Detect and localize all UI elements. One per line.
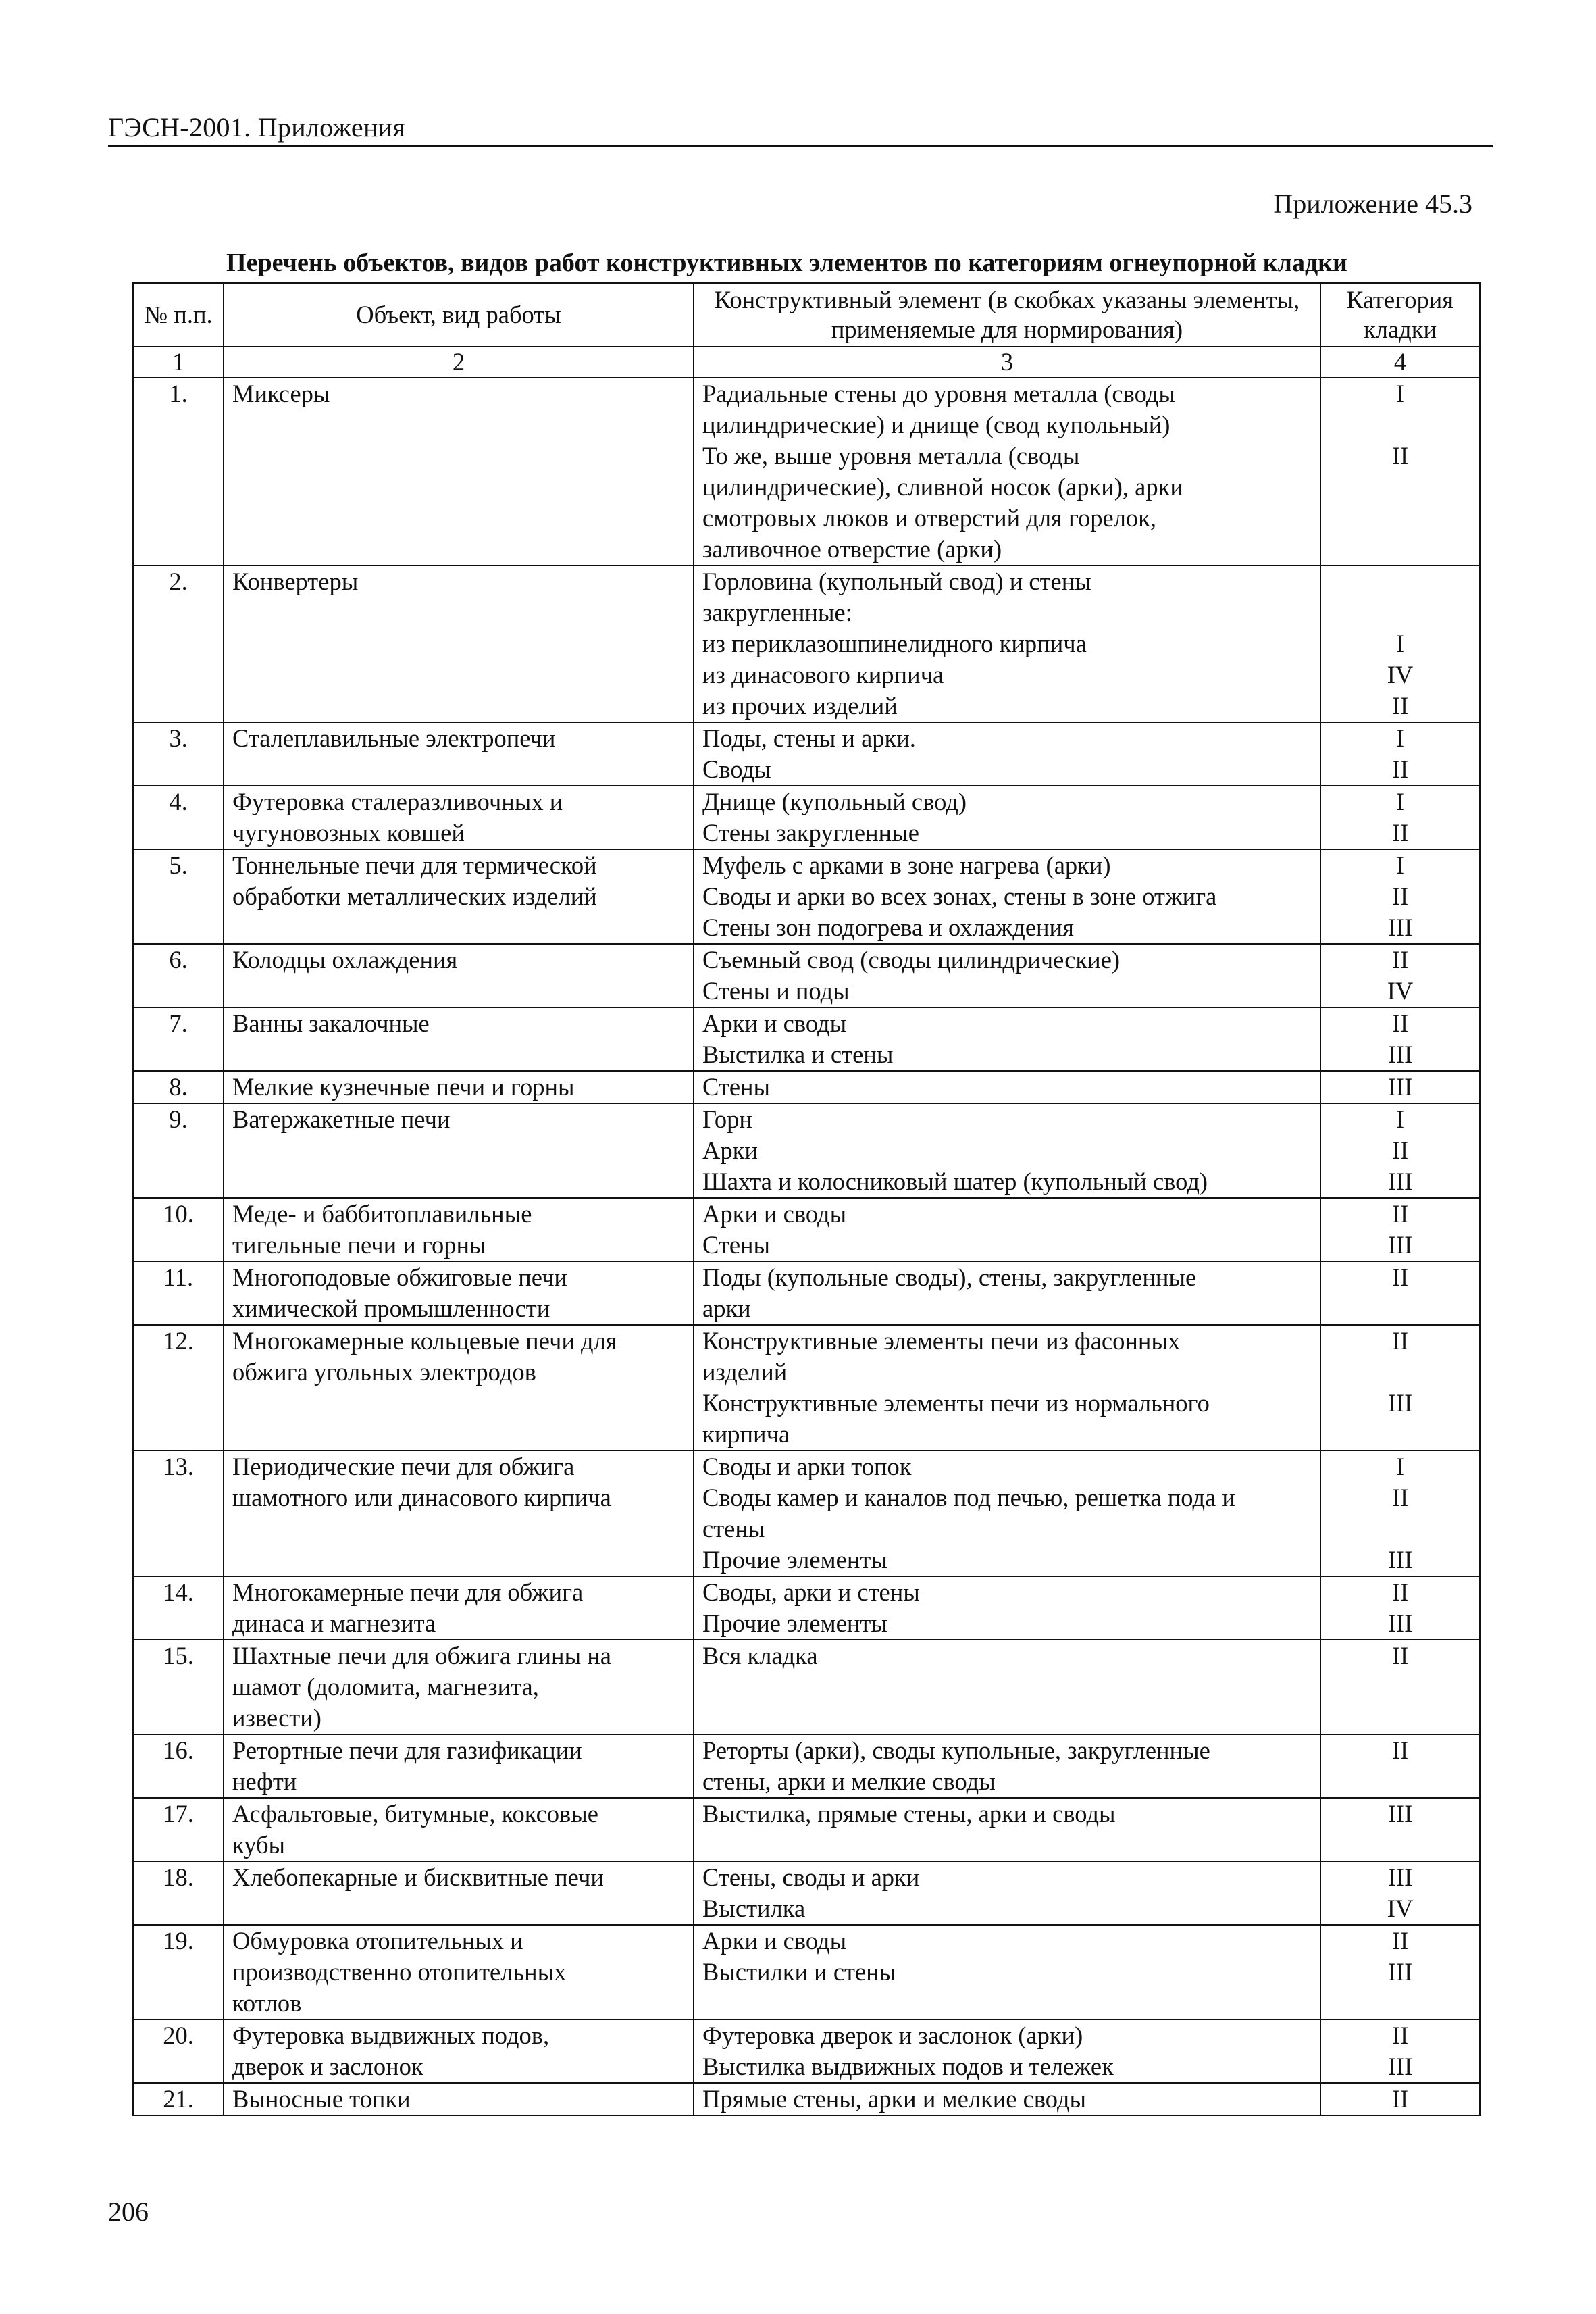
object-cell <box>224 849 694 944</box>
element-cell <box>694 1798 1320 1861</box>
table-row <box>133 722 1480 786</box>
category-value: II <box>1391 1484 1409 1511</box>
object-line: Многоподовые обжиговые печи <box>232 1263 567 1291</box>
category-value: II <box>1391 946 1409 974</box>
element-cell <box>694 378 1320 565</box>
object-line: производственно отопительных <box>232 1958 567 1986</box>
element-line: Своды и арки топок <box>702 1453 912 1480</box>
category-value: III <box>1387 1167 1413 1195</box>
element-cell <box>694 1861 1320 1925</box>
element-line: Выстилка, прямые стены, арки и своды <box>702 1800 1116 1828</box>
table-row <box>133 1734 1480 1798</box>
element-cell <box>694 1103 1320 1198</box>
element-line: Арки и своды <box>702 1200 847 1228</box>
table-row <box>133 1071 1480 1103</box>
element-line: Поды (купольные своды), стены, закругленные <box>702 1263 1197 1291</box>
category-cell <box>1320 1576 1480 1640</box>
col-header-object: Объект, вид работы <box>224 283 694 347</box>
object-cell <box>224 944 694 1007</box>
element-line: Муфель с арками в зоне нагрева (арки) <box>702 851 1111 879</box>
object-line: обжига угольных электродов <box>232 1358 536 1386</box>
element-line: Конструктивные элементы печи из нормального <box>702 1389 1210 1417</box>
object-line: Конвертеры <box>232 568 359 595</box>
element-line: из прочих изделий <box>702 692 898 720</box>
object-line: Колодцы охлаждения <box>232 946 458 974</box>
element-cell <box>694 1640 1320 1734</box>
category-cell <box>1320 722 1480 786</box>
row-number: 15. <box>133 1640 224 1734</box>
category-cell <box>1320 786 1480 849</box>
object-line: шамотного или динасового кирпича <box>232 1484 611 1511</box>
category-value: IV <box>1387 1894 1414 1922</box>
category-value: II <box>1391 1327 1409 1355</box>
object-cell <box>224 1861 694 1925</box>
row-number: 13. <box>133 1451 224 1576</box>
row-number: 10. <box>133 1198 224 1261</box>
object-cell <box>224 378 694 565</box>
object-cell <box>224 1925 694 2019</box>
table-body <box>133 378 1480 2115</box>
element-line: Выстилка и стены <box>702 1040 894 1068</box>
category-value: II <box>1391 882 1409 910</box>
category-cell <box>1320 1451 1480 1576</box>
category-cell <box>1320 1007 1480 1071</box>
element-line: Своды, арки и стены <box>702 1578 920 1606</box>
table-row <box>133 1798 1480 1861</box>
element-line: Стены, своды и арки <box>702 1863 920 1891</box>
category-value: III <box>1387 1958 1413 1986</box>
object-cell <box>224 1007 694 1071</box>
appendix-label: Приложение 45.3 <box>1273 188 1472 219</box>
category-value: II <box>1391 755 1409 783</box>
element-cell <box>694 944 1320 1007</box>
object-cell <box>224 1071 694 1103</box>
category-value <box>1329 472 1471 503</box>
category-cell <box>1320 2019 1480 2083</box>
object-line: шамот (доломита, магнезита, <box>232 1673 539 1701</box>
category-cell <box>1320 1734 1480 1798</box>
category-value <box>1329 534 1471 565</box>
category-value: II <box>1391 1009 1409 1037</box>
object-cell <box>224 1103 694 1198</box>
element-cell <box>694 2083 1320 2115</box>
category-value <box>1329 1766 1471 1797</box>
object-line: Многокамерные кольцевые печи для <box>232 1327 617 1355</box>
object-cell <box>224 2019 694 2083</box>
object-line: Периодические печи для обжига <box>232 1453 575 1480</box>
category-value: II <box>1391 692 1409 720</box>
element-cell <box>694 1198 1320 1261</box>
element-line: Радиальные стены до уровня металла (своды <box>702 380 1175 407</box>
element-cell <box>694 1325 1320 1451</box>
object-cell <box>224 1261 694 1325</box>
category-cell <box>1320 1198 1480 1261</box>
category-value: III <box>1387 1863 1413 1891</box>
table-title: Перечень объектов, видов работ конструктивных элементов по категориям огнеупорной кладки <box>226 249 1347 277</box>
element-line: Поды, стены и арки. <box>702 724 916 752</box>
table-row <box>133 1861 1480 1925</box>
categories-table <box>132 282 1481 2116</box>
category-value: III <box>1387 1609 1413 1637</box>
table-header-row <box>133 283 1480 347</box>
col-header-element: Конструктивный элемент (в скобках указаны элементы, применяемые для нормирования) <box>694 283 1320 347</box>
row-number: 3. <box>133 722 224 786</box>
object-line: Многокамерные печи для обжига <box>232 1578 584 1606</box>
element-line: Стены закругленные <box>702 819 919 847</box>
category-cell <box>1320 1925 1480 2019</box>
element-line: Прочие элементы <box>702 1609 887 1637</box>
element-line: Выстилки и стены <box>702 1958 896 1986</box>
row-number: 14. <box>133 1576 224 1640</box>
element-cell <box>694 2019 1320 2083</box>
category-value: II <box>1391 1642 1409 1669</box>
element-line: Прочие элементы <box>702 1546 887 1574</box>
object-line: дверок и заслонок <box>232 2053 423 2080</box>
object-line: Ванны закалочные <box>232 1009 430 1037</box>
element-line: кирпича <box>702 1420 790 1448</box>
row-number: 18. <box>133 1861 224 1925</box>
column-number: 4 <box>1320 347 1480 378</box>
element-line: Своды камер и каналов под печью, решетка пода и <box>702 1484 1235 1511</box>
element-line: заливочное отверстие (арки) <box>702 535 1002 563</box>
category-cell <box>1320 1071 1480 1103</box>
element-line: Футеровка дверок и заслонок (арки) <box>702 2021 1083 2049</box>
element-line: Шахта и колосниковый шатер (купольный свод) <box>702 1167 1208 1195</box>
element-cell <box>694 722 1320 786</box>
element-line: Вся кладка <box>702 1642 818 1669</box>
category-value <box>1329 597 1471 628</box>
element-line: Реторты (арки), своды купольные, закругленные <box>702 1736 1210 1764</box>
element-cell <box>694 1071 1320 1103</box>
element-line: цилиндрические) и днище (свод купольный) <box>702 411 1170 438</box>
category-value <box>1329 566 1471 597</box>
category-value: I <box>1395 630 1405 657</box>
category-value: I <box>1395 724 1405 752</box>
object-line: Миксеры <box>232 380 330 407</box>
header-rule <box>108 145 1493 147</box>
row-number: 7. <box>133 1007 224 1071</box>
table-row <box>133 1198 1480 1261</box>
category-value: II <box>1391 1578 1409 1606</box>
category-value: II <box>1391 2021 1409 2049</box>
category-value: III <box>1387 1389 1413 1417</box>
table-row <box>133 2083 1480 2115</box>
category-cell <box>1320 565 1480 722</box>
object-cell <box>224 786 694 849</box>
object-line: Асфальтовые, битумные, коксовые <box>232 1800 598 1828</box>
element-cell <box>694 565 1320 722</box>
category-value: III <box>1387 1040 1413 1068</box>
category-value <box>1329 1419 1471 1450</box>
category-cell <box>1320 1103 1480 1198</box>
row-number: 6. <box>133 944 224 1007</box>
category-value: III <box>1387 1800 1413 1828</box>
category-value: III <box>1387 1546 1413 1574</box>
object-cell <box>224 1576 694 1640</box>
element-line: Конструктивные элементы печи из фасонных <box>702 1327 1181 1355</box>
table-row <box>133 1007 1480 1071</box>
object-cell <box>224 1325 694 1451</box>
object-cell <box>224 722 694 786</box>
category-value: IV <box>1387 977 1414 1005</box>
category-value: II <box>1391 819 1409 847</box>
category-value: IV <box>1387 661 1414 688</box>
category-cell <box>1320 1640 1480 1734</box>
element-line: Выстилка <box>702 1894 806 1922</box>
column-number: 2 <box>224 347 694 378</box>
object-line: Футеровка выдвижных подов, <box>232 2021 550 2049</box>
page-number: 206 <box>108 2196 149 2227</box>
object-cell <box>224 1451 694 1576</box>
row-number: 5. <box>133 849 224 944</box>
category-value: II <box>1391 1136 1409 1164</box>
object-line: Сталеплавильные электропечи <box>232 724 556 752</box>
element-line: смотровых люков и отверстий для горелок, <box>702 504 1157 532</box>
element-line: Стены <box>702 1231 771 1259</box>
row-number: 8. <box>133 1071 224 1103</box>
column-number-row <box>133 347 1480 378</box>
element-line: Своды и арки во всех зонах, стены в зоне отжига <box>702 882 1217 910</box>
element-line: Прямые стены, арки и мелкие своды <box>702 2085 1087 2113</box>
row-number: 2. <box>133 565 224 722</box>
object-line: Шахтные печи для обжига глины на <box>232 1642 611 1669</box>
category-cell <box>1320 1798 1480 1861</box>
object-line: Ретортные печи для газификации <box>232 1736 582 1764</box>
object-cell <box>224 1734 694 1798</box>
row-number: 9. <box>133 1103 224 1198</box>
object-line: чугуновозных ковшей <box>232 819 465 847</box>
column-number: 1 <box>133 347 224 378</box>
category-value: III <box>1387 1231 1413 1259</box>
row-number: 12. <box>133 1325 224 1451</box>
table-row <box>133 1325 1480 1451</box>
category-value: II <box>1391 2085 1409 2113</box>
object-line: Мелкие кузнечные печи и горны <box>232 1073 575 1101</box>
row-number: 19. <box>133 1925 224 2019</box>
table-row <box>133 2019 1480 2083</box>
element-line: стены <box>702 1515 765 1542</box>
element-line: Стены <box>702 1073 771 1101</box>
category-value <box>1329 503 1471 534</box>
element-line: Днище (купольный свод) <box>702 788 967 815</box>
element-line: цилиндрические), сливной носок (арки), арки <box>702 473 1183 501</box>
row-number: 4. <box>133 786 224 849</box>
element-line: Горн <box>702 1105 752 1133</box>
object-line: котлов <box>232 1989 302 2017</box>
category-value: I <box>1395 788 1405 815</box>
object-line: Футеровка сталеразливочных и <box>232 788 563 815</box>
table-row <box>133 378 1480 565</box>
row-number: 16. <box>133 1734 224 1798</box>
object-cell <box>224 1798 694 1861</box>
element-cell <box>694 786 1320 849</box>
object-line: кубы <box>232 1831 286 1859</box>
category-cell <box>1320 1325 1480 1451</box>
element-cell <box>694 1925 1320 2019</box>
category-value: III <box>1387 913 1413 941</box>
element-line: Выстилка выдвижных подов и тележек <box>702 2053 1114 2080</box>
object-line: извести) <box>232 1704 321 1732</box>
category-value: I <box>1395 1453 1405 1480</box>
table-row <box>133 1103 1480 1198</box>
object-cell <box>224 1640 694 1734</box>
element-line: закругленные: <box>702 599 852 626</box>
element-cell <box>694 1261 1320 1325</box>
element-line: из динасового кирпича <box>702 661 944 688</box>
column-number: 3 <box>694 347 1320 378</box>
table-row <box>133 1451 1480 1576</box>
col-header-category: Категория кладки <box>1320 283 1480 347</box>
category-value: II <box>1391 1263 1409 1291</box>
table-row <box>133 849 1480 944</box>
object-line: Хлебопекарные и бисквитные печи <box>232 1863 604 1891</box>
element-line: Горловина (купольный свод) и стены <box>702 568 1091 595</box>
row-number: 20. <box>133 2019 224 2083</box>
table-row <box>133 565 1480 722</box>
category-value: II <box>1391 1927 1409 1955</box>
element-line: Стены и поды <box>702 977 850 1005</box>
element-line: стены, арки и мелкие своды <box>702 1767 996 1795</box>
category-value: II <box>1391 442 1409 470</box>
row-number: 11. <box>133 1261 224 1325</box>
element-cell <box>694 849 1320 944</box>
category-value: III <box>1387 2053 1413 2080</box>
object-cell <box>224 2083 694 2115</box>
row-number: 21. <box>133 2083 224 2115</box>
object-line: Выносные топки <box>232 2085 411 2113</box>
object-cell <box>224 1198 694 1261</box>
element-cell <box>694 1007 1320 1071</box>
category-cell <box>1320 2083 1480 2115</box>
element-line: Арки и своды <box>702 1009 847 1037</box>
element-line: Стены зон подогрева и охлаждения <box>702 913 1074 941</box>
category-value: II <box>1391 1736 1409 1764</box>
category-cell <box>1320 1261 1480 1325</box>
row-number: 1. <box>133 378 224 565</box>
element-cell <box>694 1576 1320 1640</box>
object-line: Тоннельные печи для термической <box>232 851 597 879</box>
category-value <box>1329 1357 1471 1388</box>
category-value <box>1329 1513 1471 1544</box>
table-row <box>133 786 1480 849</box>
col-header-number: № п.п. <box>133 283 224 347</box>
element-line: изделий <box>702 1358 788 1386</box>
category-value <box>1329 1293 1471 1324</box>
category-cell <box>1320 378 1480 565</box>
category-cell <box>1320 944 1480 1007</box>
object-cell <box>224 565 694 722</box>
row-number: 17. <box>133 1798 224 1861</box>
object-line: обработки металлических изделий <box>232 882 597 910</box>
table-row <box>133 1576 1480 1640</box>
category-value: I <box>1395 1105 1405 1133</box>
category-value: II <box>1391 1200 1409 1228</box>
element-line: из периклазошпинелидного кирпича <box>702 630 1087 657</box>
object-line: нефти <box>232 1767 297 1795</box>
table-row <box>133 944 1480 1007</box>
object-line: Меде- и баббитоплавильные <box>232 1200 532 1228</box>
table-row <box>133 1640 1480 1734</box>
category-value <box>1329 409 1471 441</box>
category-value: I <box>1395 851 1405 879</box>
object-line: динаса и магнезита <box>232 1609 436 1637</box>
category-value: III <box>1387 1073 1413 1101</box>
element-line: Арки и своды <box>702 1927 847 1955</box>
table-row <box>133 1261 1480 1325</box>
element-line: Своды <box>702 755 771 783</box>
category-cell <box>1320 849 1480 944</box>
object-line: Ватержакетные печи <box>232 1105 451 1133</box>
running-head: ГЭСН-2001. Приложения <box>108 112 406 143</box>
category-value: I <box>1395 380 1405 407</box>
element-line: арки <box>702 1294 751 1322</box>
object-line: Обмуровка отопительных и <box>232 1927 523 1955</box>
element-line: То же, выше уровня металла (своды <box>702 442 1080 470</box>
element-line: Арки <box>702 1136 758 1164</box>
category-cell <box>1320 1861 1480 1925</box>
element-cell <box>694 1734 1320 1798</box>
object-line: химической промышленности <box>232 1294 550 1322</box>
object-line: тигельные печи и горны <box>232 1231 486 1259</box>
element-cell <box>694 1451 1320 1576</box>
element-line: Съемный свод (своды цилиндрические) <box>702 946 1121 974</box>
table-row <box>133 1925 1480 2019</box>
